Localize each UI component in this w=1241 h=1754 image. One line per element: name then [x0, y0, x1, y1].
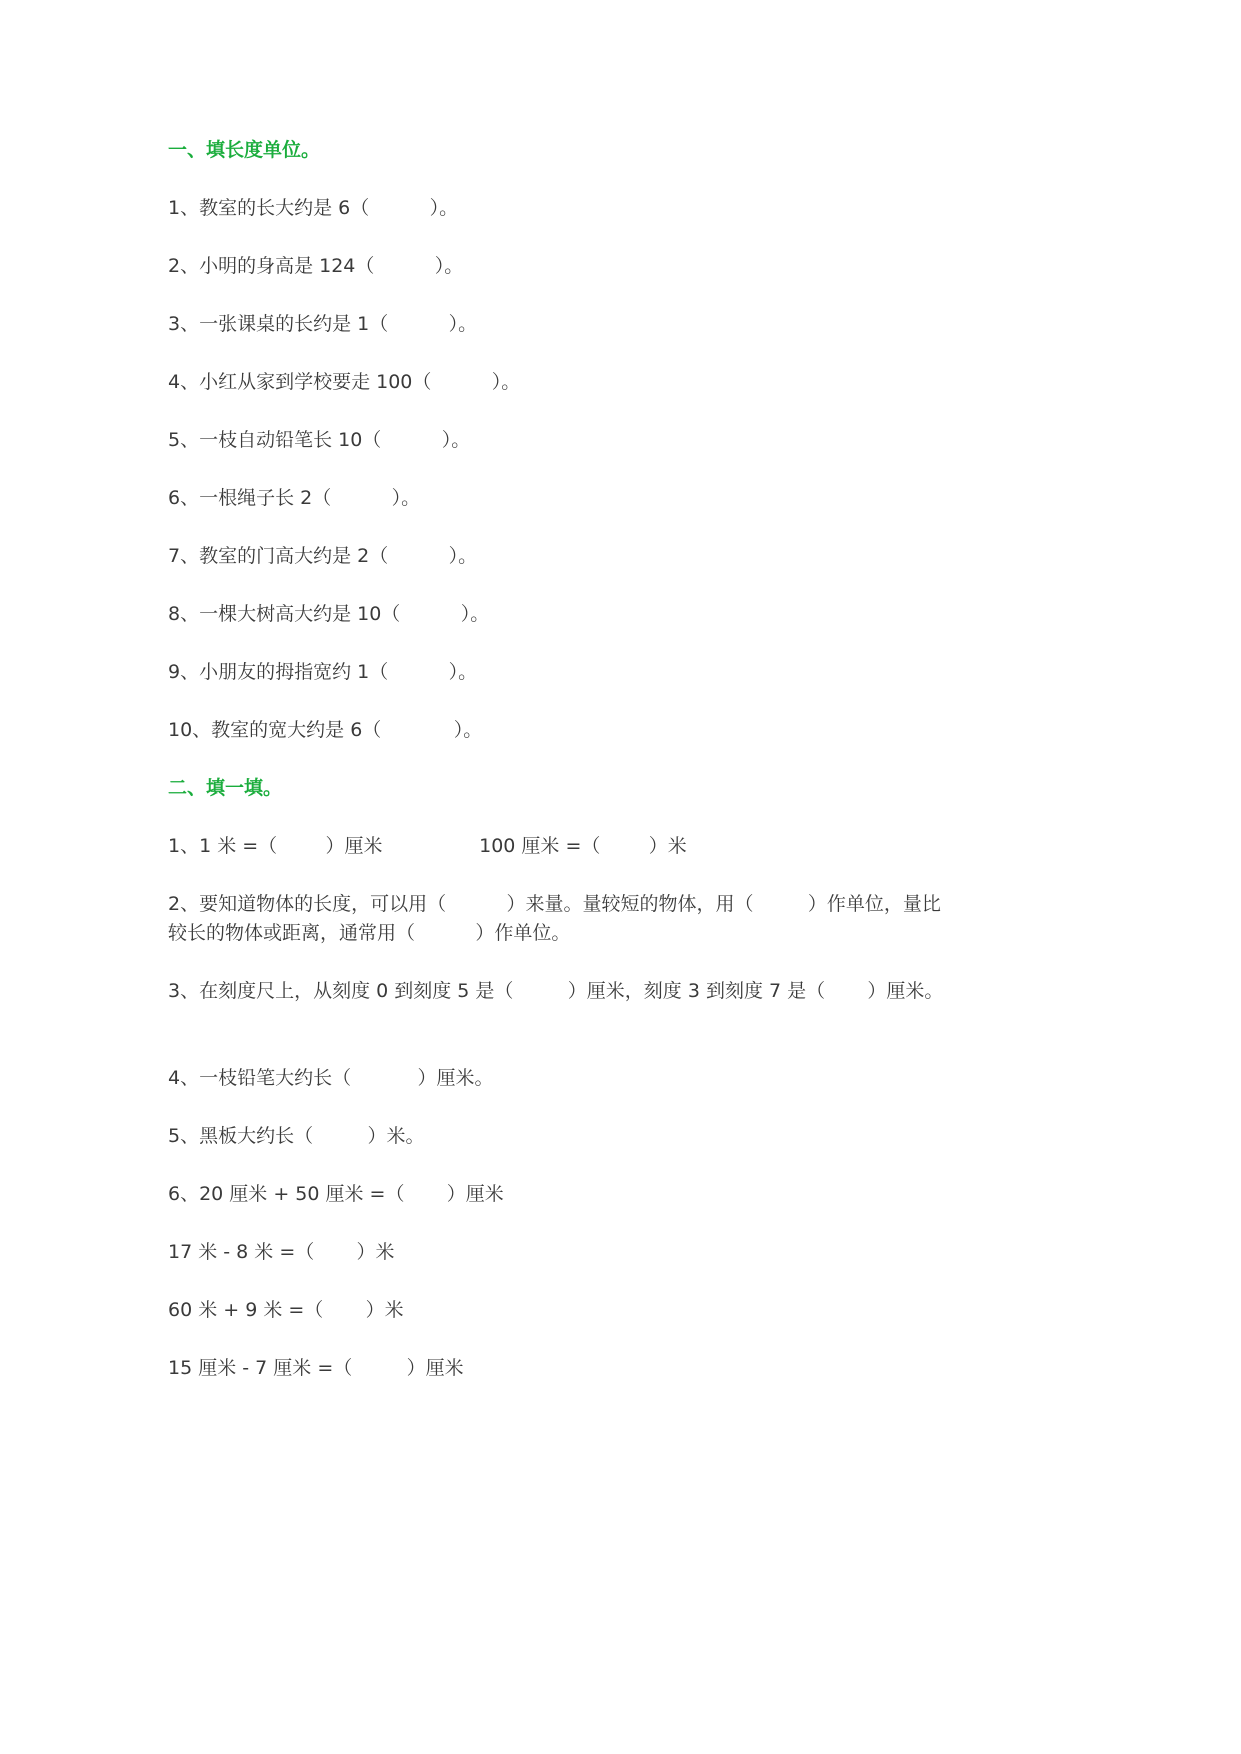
- section2-heading: 二、填一填。: [168, 777, 283, 799]
- section1-heading: 一、填长度单位。: [168, 139, 321, 161]
- section1-item-6: 6、一根绳子长 2（ ）。: [168, 487, 421, 509]
- section2-item-7: 17 米 - 8 米 =（ ）米: [168, 1241, 395, 1263]
- section1-item-4: 4、小红从家到学校要走 100（ ）。: [168, 371, 521, 393]
- section2-item-1: 1、1 米 =（ ）厘米 100 厘米 =（ ）米: [168, 835, 687, 857]
- section1-item-2: 2、小明的身高是 124（ ）。: [168, 255, 464, 277]
- section2-item-2: 2、要知道物体的长度，可以用（ ）来量。量较短的物体，用（ ）作单位，量比较长的物体或距离，通常用（ ）作单位。: [168, 893, 941, 944]
- section2-item-4: 4、一枝铅笔大约长（ ）厘米。: [168, 1067, 494, 1089]
- section1-item-3: 3、一张课桌的长约是 1（ ）。: [168, 313, 478, 335]
- section2-item-9: 15 厘米 - 7 厘米 =（ ）厘米: [168, 1357, 464, 1379]
- section2-item-6: 6、20 厘米 + 50 厘米 =（ ）厘米: [168, 1183, 504, 1205]
- section1-item-8: 8、一棵大树高大约是 10（ ）。: [168, 603, 490, 625]
- section2-item-3: 3、在刻度尺上，从刻度 0 到刻度 5 是（ ）厘米，刻度 3 到刻度 7 是（ ）厘米。: [168, 980, 944, 1002]
- section2-item-8: 60 米 + 9 米 =（ ）米: [168, 1299, 404, 1321]
- section2-item-5: 5、黑板大约长（ ）米。: [168, 1125, 425, 1147]
- section1-item-5: 5、一枝自动铅笔长 10（ ）。: [168, 429, 471, 451]
- section1-item-10: 10、教室的宽大约是 6（ ）。: [168, 719, 483, 741]
- section1-item-9: 9、小朋友的拇指宽约 1（ ）。: [168, 661, 478, 683]
- section1-item-7: 7、教室的门高大约是 2（ ）。: [168, 545, 478, 567]
- section1-item-1: 1、教室的长大约是 6（ ）。: [168, 197, 459, 219]
